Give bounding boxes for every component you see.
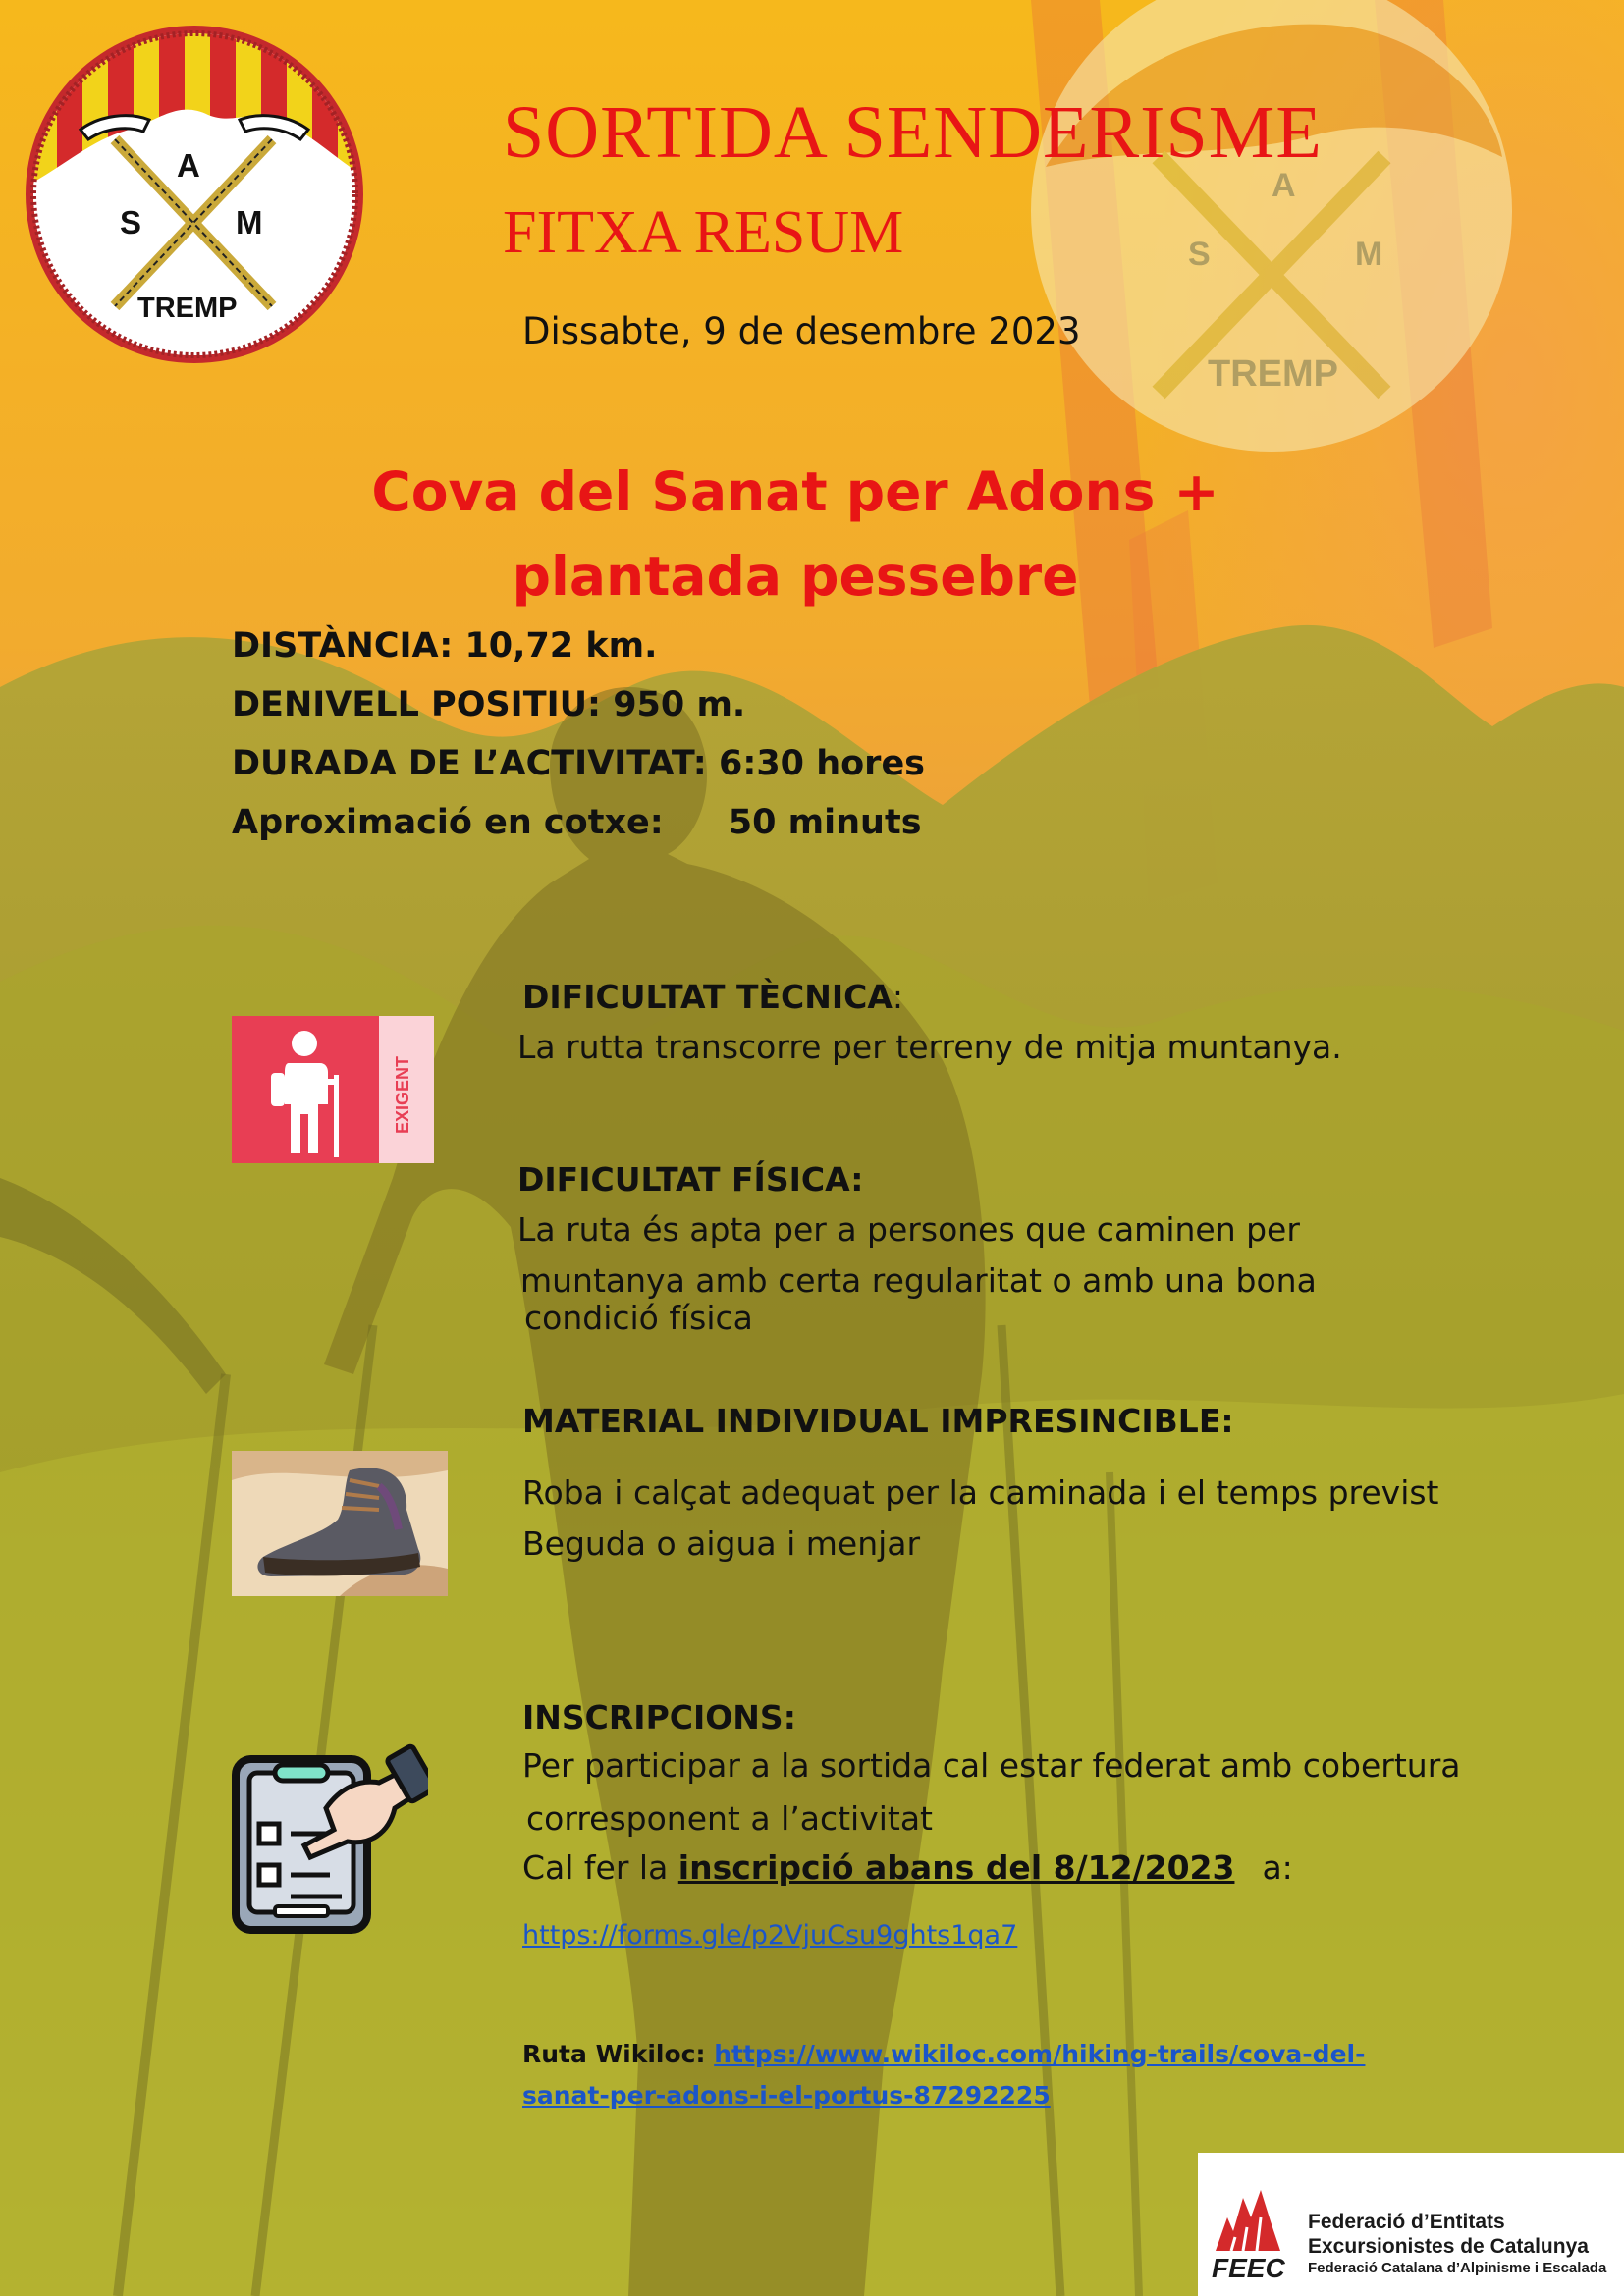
inscriptions-deadline-prefix: Cal fer la — [522, 1848, 678, 1887]
feec-logo — [1198, 2153, 1624, 2296]
stat-distance: DISTÀNCIA: 10,72 km. — [232, 626, 658, 666]
technical-heading-colon: : — [892, 978, 904, 1016]
physical-heading: DIFICULTAT FÍSICA: — [517, 1160, 864, 1199]
event-date: Dissabte, 9 de desembre 2023 — [522, 310, 1081, 352]
technical-heading-text: DIFICULTAT TÈCNICA — [522, 978, 893, 1016]
inscriptions-line-2: corresponent a l’activitat — [526, 1799, 933, 1838]
wikiloc-label: Ruta Wikiloc: — [522, 2040, 715, 2068]
badge-label-strip — [379, 1016, 434, 1163]
stat-approach-value: 50 minuts — [728, 803, 922, 842]
sam-tremp-logo — [22, 22, 367, 367]
watermark-letter-m: M — [1355, 236, 1383, 273]
watermark-town: TREMP — [1208, 353, 1338, 395]
technical-text: La rutta transcorre per terreny de mitja muntanya. — [517, 1028, 1342, 1066]
stat-duration: DURADA DE L’ACTIVITAT: 6:30 hores — [232, 744, 926, 783]
logo-letter-a: A — [177, 147, 200, 184]
wikiloc-link-continued[interactable]: sanat-per-adons-i-el-portus-87292225 — [522, 2081, 1051, 2109]
inscriptions-line-1: Per participar a la sortida cal estar federat amb cobertura — [522, 1746, 1461, 1785]
logo-town: TREMP — [137, 293, 238, 324]
feec-line-3: Federació Catalana d’Alpinisme i Escalada — [1308, 2260, 1607, 2276]
wikiloc-line-1 — [522, 2040, 1365, 2068]
difficulty-badge — [232, 1016, 434, 1163]
feec-abbr: FEEC — [1212, 2253, 1285, 2283]
logo-letter-m: M — [236, 204, 263, 240]
feec-peaks-icon — [1214, 2188, 1282, 2251]
feec-line-2: Excursionistes de Catalunya — [1308, 2235, 1589, 2258]
route-stats — [232, 616, 925, 852]
wikiloc-link[interactable]: https://www.wikiloc.com/hiking-trails/cova-del- — [714, 2040, 1366, 2068]
technical-heading — [522, 978, 903, 1016]
stat-elevation: DENIVELL POSITIU: 950 m. — [232, 685, 746, 724]
inscriptions-heading: INSCRIPCIONS: — [522, 1698, 796, 1736]
material-heading: MATERIAL INDIVIDUAL IMPRESINCIBLE: — [522, 1402, 1234, 1440]
physical-line-2: muntanya amb certa regularitat o amb una bona — [520, 1261, 1317, 1300]
page-subtitle: FITXA RESUM — [503, 199, 904, 266]
route-title: Cova del Sanat per Adons + plantada pessebre — [371, 460, 1219, 608]
logo-letter-s: S — [120, 204, 142, 240]
inscriptions-deadline-suffix: a: — [1262, 1848, 1293, 1887]
faint-logo-watermark — [1178, 157, 1394, 412]
feec-line-1: Federació d’Entitats — [1308, 2211, 1505, 2233]
material-line-2: Beguda o aigua i menjar — [522, 1524, 921, 1563]
registration-form-link[interactable]: https://forms.gle/p2VjuCsu9ghts1qa7 — [522, 1920, 1018, 1950]
inscriptions-deadline: inscripció abans del 8/12/2023 — [677, 1848, 1235, 1887]
stat-approach-label: Aproximació en cotxe: — [232, 803, 664, 842]
material-line-1: Roba i calçat adequat per la caminada i el temps previst — [522, 1473, 1439, 1512]
hiking-boot-icon — [232, 1451, 448, 1596]
hiker-icon — [232, 1016, 379, 1163]
page-title: SORTIDA SENDERISME — [503, 91, 1323, 174]
watermark-letter-s: S — [1188, 236, 1211, 273]
badge-label: EXIGENT — [393, 1055, 412, 1134]
form-checklist-icon — [232, 1739, 428, 1936]
watermark-letter-a: A — [1272, 167, 1296, 204]
feec-name — [1308, 2210, 1606, 2278]
inscriptions-line-3 — [522, 1843, 1293, 1893]
physical-line-3: condició física — [524, 1299, 753, 1337]
stat-approach — [232, 793, 925, 852]
physical-line-1: La ruta és apta per a persones que caminen per — [517, 1210, 1300, 1249]
